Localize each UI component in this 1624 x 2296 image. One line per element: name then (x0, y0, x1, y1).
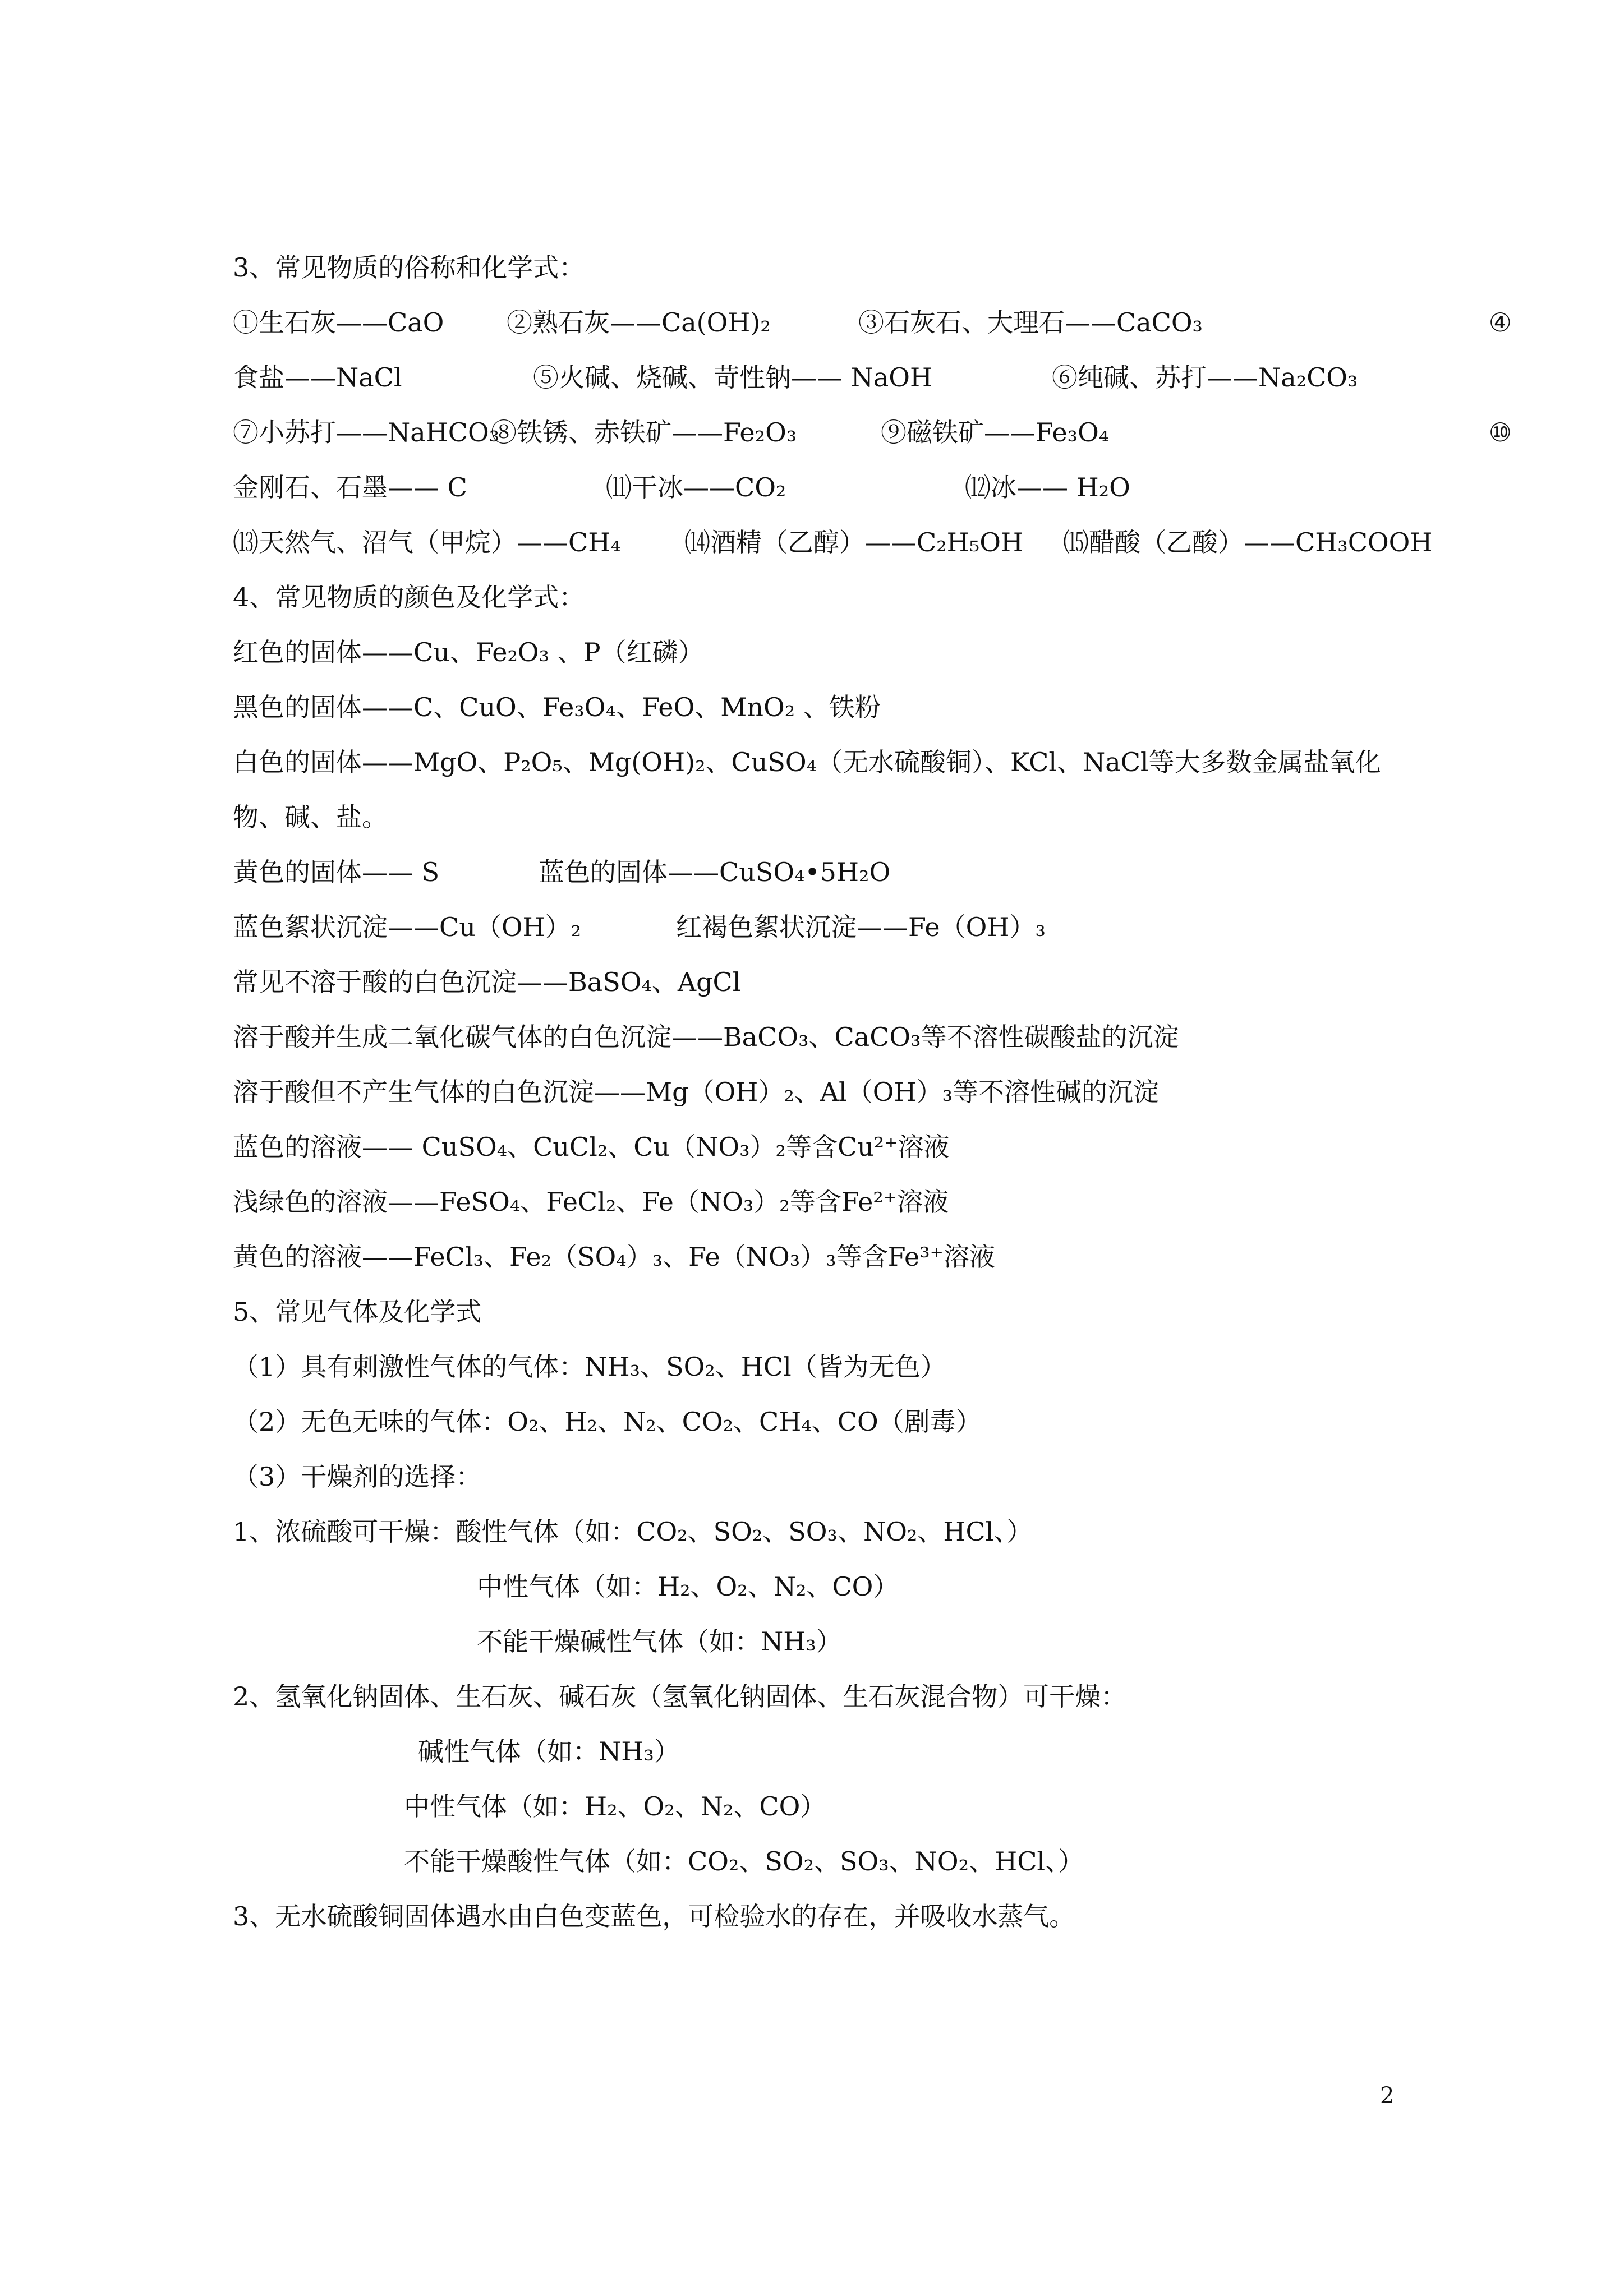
color-item: 蓝色的固体——CuSO₄•5H₂O (539, 857, 891, 887)
common-name-item: ⑥纯碱、苏打——Na₂CO₃ (1052, 362, 1358, 393)
section-heading-3: 3、常见物质的俗称和化学式： (233, 252, 585, 283)
common-name-item: ⒁酒精（乙醇）——C₂H₅OH (684, 527, 1024, 557)
text-line: 黑色的固体——C、CuO、Fe₃O₄、FeO、MnO₂ 、铁粉 (233, 692, 881, 722)
text-line: 碱性气体（如：NH₃） (418, 1736, 680, 1767)
page-number: 2 (1380, 2083, 1395, 2109)
color-item: 红褐色絮状沉淀——Fe（OH）₃ (676, 912, 1046, 942)
text-line: 浅绿色的溶液——FeSO₄、FeCl₂、Fe（NO₃）₂等含Fe²⁺溶液 (233, 1187, 949, 1217)
text-line: 白色的固体——MgO、P₂O₅、Mg(OH)₂、CuSO₄（无水硫酸铜）、KCl、NaCl等大多数金属盐氧化 (233, 747, 1381, 777)
common-name-item: ⑿冰—— H₂O (965, 472, 1130, 502)
common-name-item: ⑦小苏打——NaHCO₃ (233, 417, 500, 448)
common-name-item: ⑧铁锈、赤铁矿——Fe₂O₃ (491, 417, 797, 448)
common-name-item: ③石灰石、大理石——CaCO₃ (858, 307, 1203, 338)
text-line: 溶于酸并生成二氧化碳气体的白色沉淀——BaCO₃、CaCO₃等不溶性碳酸盐的沉淀 (233, 1022, 1179, 1052)
common-name-item: 金刚石、石墨—— C (233, 472, 467, 502)
text-line: 物、碱、盐。 (233, 802, 388, 832)
text-line: 中性气体（如：H₂、O₂、N₂、CO） (404, 1791, 826, 1822)
text-line: 中性气体（如：H₂、O₂、N₂、CO） (477, 1571, 899, 1602)
common-name-item: ④ (1488, 307, 1512, 338)
common-name-item: ⑤火碱、烧碱、苛性钠—— NaOH (533, 362, 933, 393)
text-line: 溶于酸但不产生气体的白色沉淀——Mg（OH）₂、Al（OH）₃等不溶性碱的沉淀 (233, 1077, 1160, 1107)
text-line: 3、无水硫酸铜固体遇水由白色变蓝色，可检验水的存在，并吸收水蒸气。 (233, 1901, 1075, 1931)
common-name-item: ⑨磁铁矿——Fe₃O₄ (881, 417, 1110, 448)
common-name-item: ②熟石灰——Ca(OH)₂ (507, 307, 771, 338)
text-line: （3）干燥剂的选择： (233, 1461, 482, 1492)
common-name-item: 食盐——NaCl (233, 362, 402, 393)
common-name-item: ⒂醋酸（乙酸）——CH₃COOH (1063, 527, 1433, 557)
text-line: （1）具有刺激性气体的气体：NH₃、SO₂、HCl（皆为无色） (233, 1352, 946, 1382)
common-name-item: ⑩ (1488, 417, 1512, 448)
common-name-item: ⒀天然气、沼气（甲烷）——CH₄ (233, 527, 621, 557)
text-line: 不能干燥碱性气体（如：NH₃） (477, 1626, 842, 1657)
text-line: 红色的固体——Cu、Fe₂O₃ 、P（红磷） (233, 637, 704, 667)
text-line: 2、氢氧化钠固体、生石灰、碱石灰（氢氧化钠固体、生石灰混合物）可干燥： (233, 1681, 1127, 1712)
text-line: 蓝色的溶液—— CuSO₄、CuCl₂、Cu（NO₃）₂等含Cu²⁺溶液 (233, 1132, 950, 1162)
common-name-item: ⑾干冰——CO₂ (606, 472, 786, 502)
color-item: 蓝色絮状沉淀——Cu（OH）₂ (233, 912, 582, 942)
text-line: 黄色的溶液——FeCl₃、Fe₂（SO₄）₃、Fe（NO₃）₃等含Fe³⁺溶液 (233, 1242, 995, 1272)
text-line: 1、浓硫酸可干燥：酸性气体（如：CO₂、SO₂、SO₃、NO₂、HCl、） (233, 1516, 1033, 1547)
text-line: 不能干燥酸性气体（如：CO₂、SO₂、SO₃、NO₂、HCl、） (404, 1846, 1084, 1877)
section-heading-5: 5、常见气体及化学式 (233, 1297, 482, 1327)
section-heading-4: 4、常见物质的颜色及化学式： (233, 582, 585, 612)
text-line: （2）无色无味的气体：O₂、H₂、N₂、CO₂、CH₄、CO（剧毒） (233, 1407, 982, 1437)
common-name-item: ①生石灰——CaO (233, 307, 444, 338)
color-item: 黄色的固体—— S (233, 857, 440, 887)
text-line: 常见不溶于酸的白色沉淀——BaSO₄、AgCl (233, 967, 741, 997)
